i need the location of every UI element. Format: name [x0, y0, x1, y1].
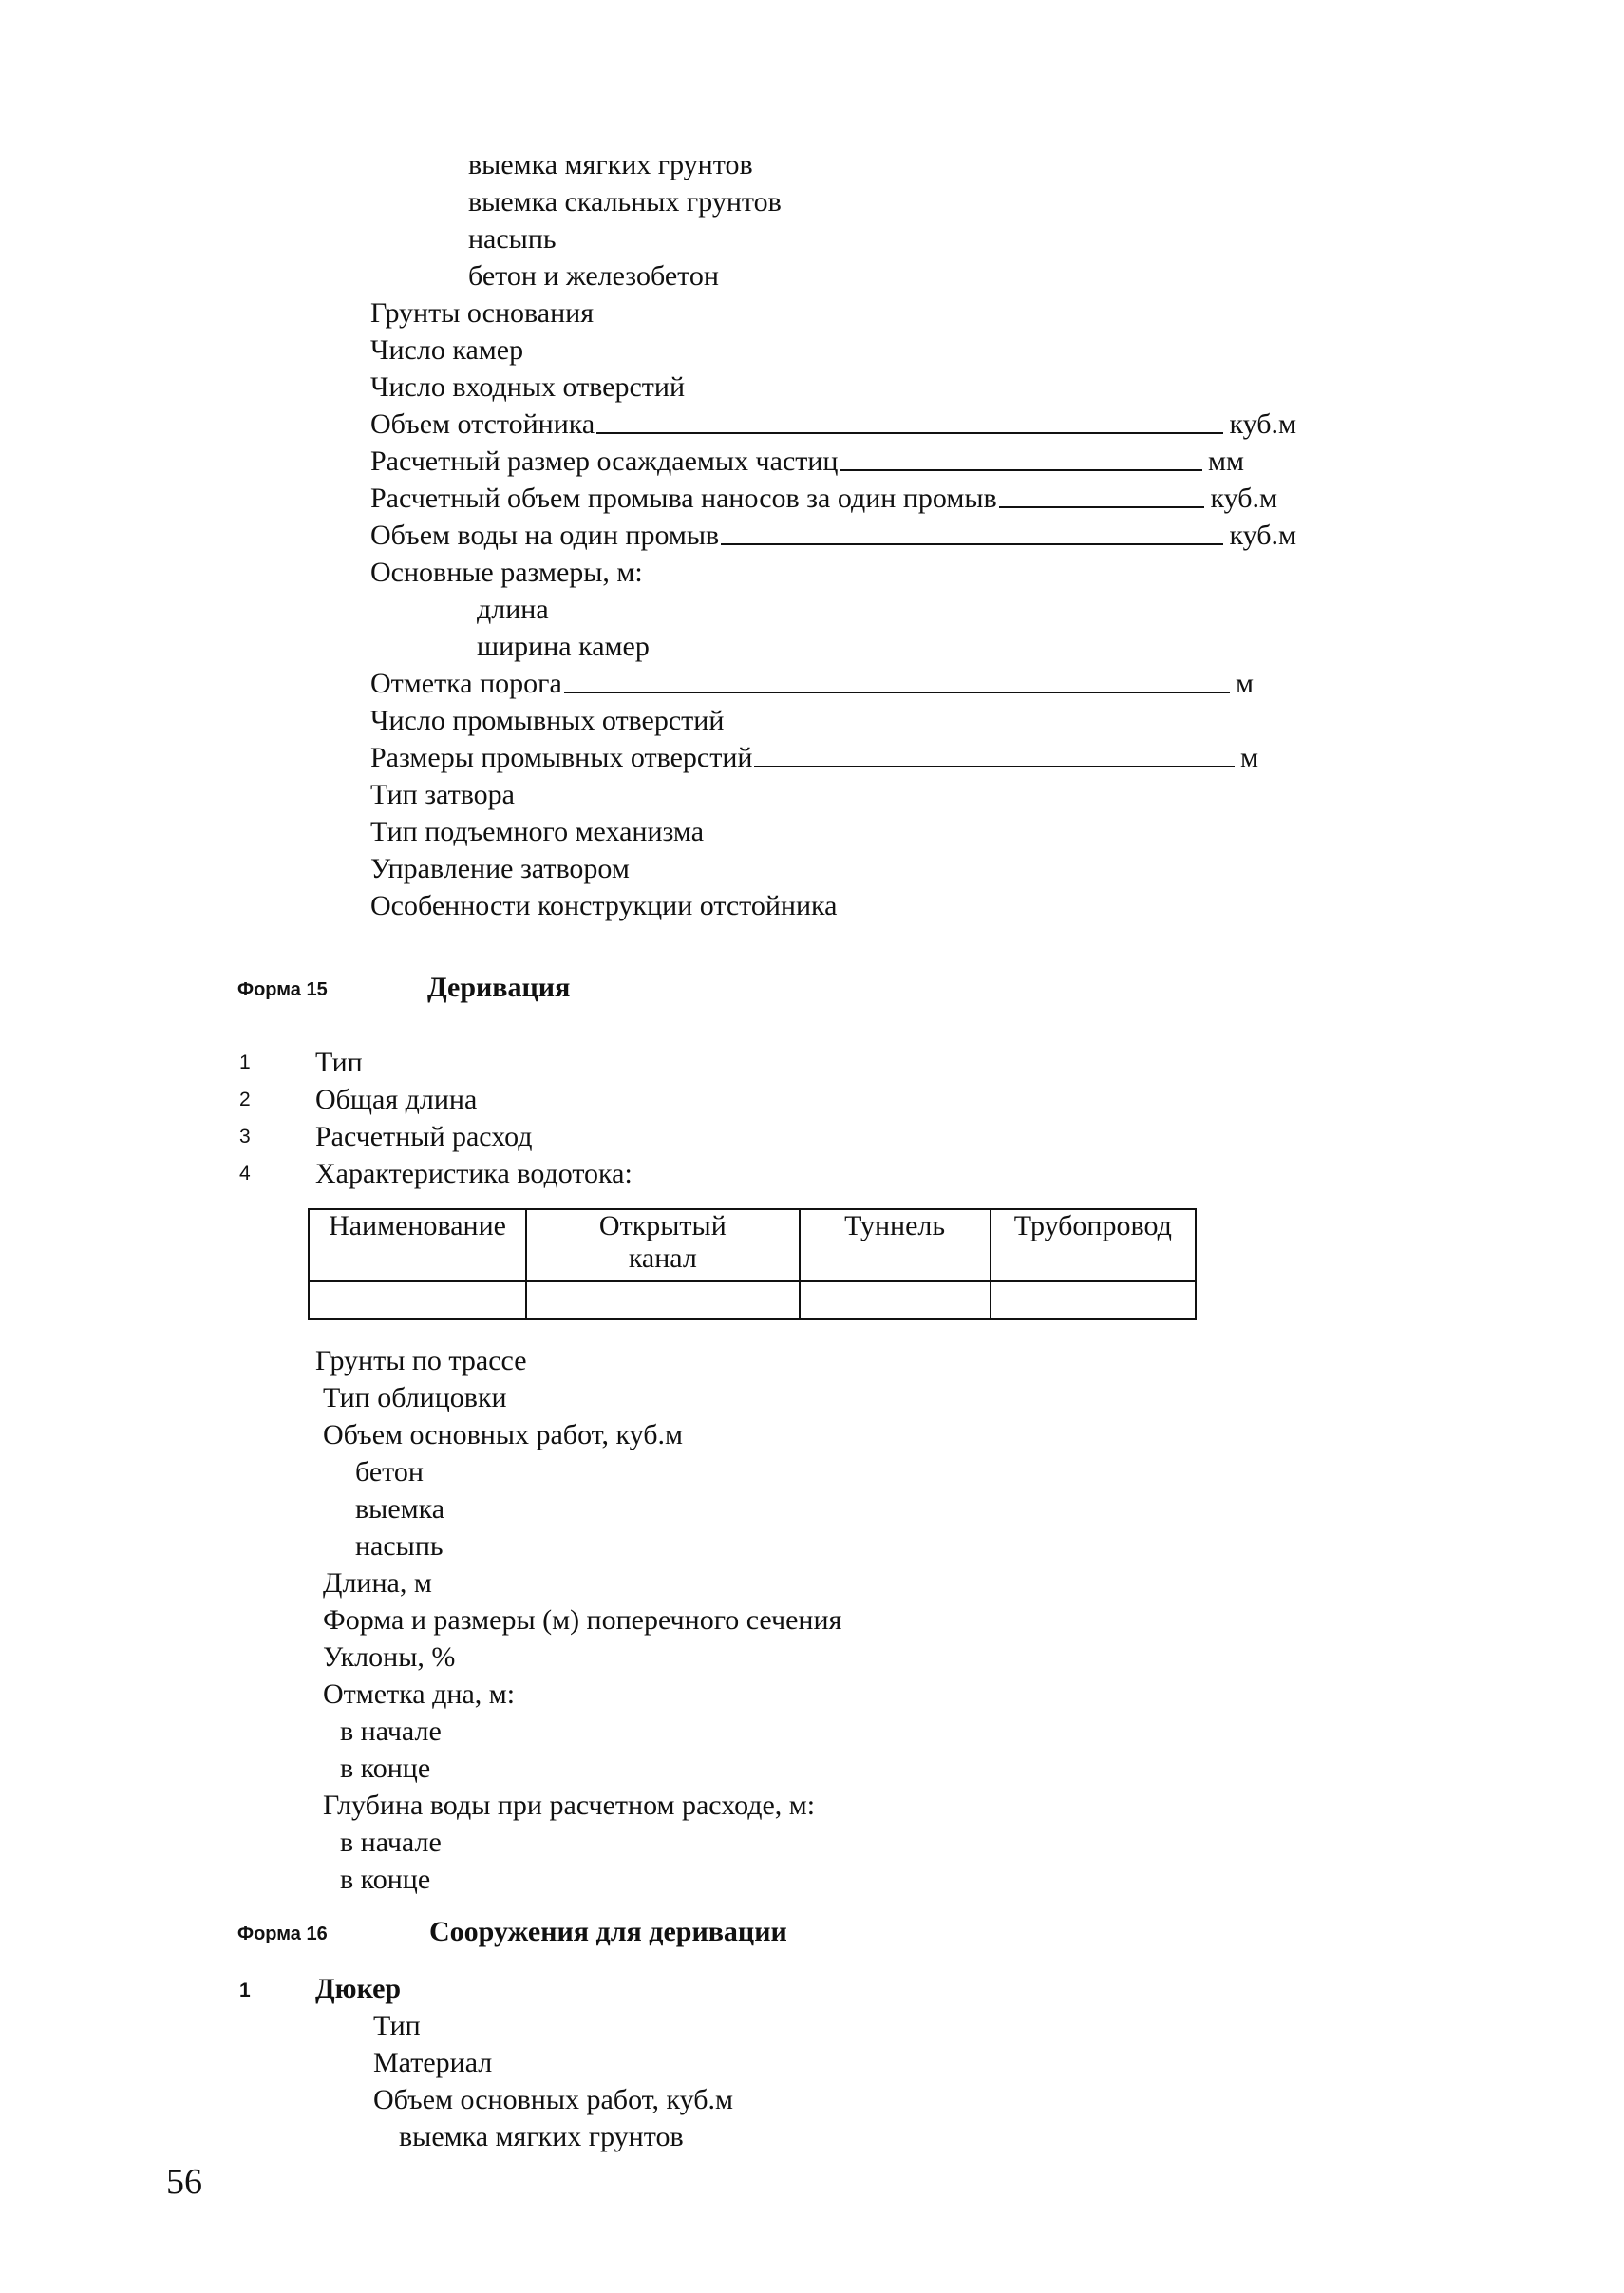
text-line: Грунты по трассе: [315, 1345, 527, 1376]
text-line: Тип затвора: [370, 779, 515, 810]
text-line: Число промывных отверстий: [370, 705, 725, 736]
field-label: Объем воды на один промыв: [370, 520, 720, 551]
text-line: насыпь: [355, 1530, 444, 1562]
item-number: 2: [239, 1089, 251, 1110]
unit: куб.м: [1210, 483, 1277, 514]
text-line: Особенности конструкции отстойника: [370, 890, 838, 921]
unit: куб.м: [1229, 408, 1296, 440]
text-line: бетон: [355, 1456, 424, 1488]
text-line: ширина камер: [477, 631, 650, 662]
text-line: Тип: [373, 2010, 421, 2041]
text-line: Глубина воды при расчетном расходе, м:: [323, 1790, 816, 1821]
blank-line: [754, 766, 1235, 767]
fill-line-flush-volume: [370, 482, 1277, 516]
table-cell: [800, 1281, 991, 1319]
unit: м: [1236, 668, 1254, 699]
fill-line-water-volume: [370, 519, 1296, 553]
text-line: Форма и размеры (м) поперечного сечения: [323, 1604, 842, 1636]
fill-line-particle-size: [370, 445, 1244, 479]
text-line: Число входных отверстий: [370, 371, 686, 403]
text-line: выемка мягких грунтов: [468, 149, 753, 180]
text-line: Отметка дна, м:: [323, 1678, 516, 1710]
subsection-title: Дюкер: [315, 1973, 402, 2004]
text-line: Объем основных работ, куб.м: [373, 2084, 734, 2115]
text-line: длина: [477, 594, 549, 625]
text-line: Объем основных работ, куб.м: [323, 1419, 684, 1450]
fill-line-flush-openings: [370, 741, 1258, 775]
text-line: Тип подъемного механизма: [370, 816, 705, 847]
text-line: Длина, м: [323, 1567, 432, 1599]
table-header-cell: Наименование: [309, 1209, 526, 1281]
field-label: Расчетный размер осаждаемых частиц: [370, 445, 839, 477]
fill-line-sill-level: [370, 667, 1254, 701]
field-label: Отметка порога: [370, 668, 562, 699]
text-line: Материал: [373, 2047, 493, 2078]
unit: куб.м: [1229, 520, 1296, 551]
blank-line: [564, 692, 1230, 693]
table-header-cell: Туннель: [800, 1209, 991, 1281]
item-number: 1: [239, 1052, 251, 1073]
blank-line: [721, 543, 1223, 545]
text-line: в конце: [340, 1753, 431, 1784]
section-title: Деривация: [427, 972, 571, 1003]
text-line: в начале: [340, 1715, 442, 1747]
table-header-cell: Трубопровод: [991, 1209, 1196, 1281]
numbered-item: Тип: [315, 1047, 363, 1078]
text-line: выемка скальных грунтов: [468, 186, 782, 218]
text-line: Управление затвором: [370, 853, 630, 884]
text-line: Уклоны, %: [323, 1641, 456, 1673]
field-label: Расчетный объем промыва наносов за один промыв: [370, 483, 997, 514]
blank-line: [999, 506, 1205, 508]
text-line: бетон и железобетон: [468, 260, 719, 292]
numbered-item: Расчетный расход: [315, 1121, 533, 1152]
form-label: Форма 16: [237, 1923, 328, 1944]
table-row: [309, 1281, 1196, 1319]
unit: мм: [1208, 445, 1244, 477]
text-line: Основные размеры, м:: [370, 557, 643, 588]
form-label: Форма 15: [237, 979, 328, 1000]
numbered-item: Характеристика водотока:: [315, 1158, 633, 1189]
text-line: Число камер: [370, 334, 524, 366]
field-label: Объем отстойника: [370, 408, 595, 440]
item-number: 4: [239, 1163, 251, 1184]
text-line: Грунты основания: [370, 297, 594, 329]
table-cell: [309, 1281, 526, 1319]
blank-line: [840, 469, 1202, 471]
blank-line: [596, 432, 1223, 434]
page-number: 56: [166, 2162, 202, 2202]
item-number: 3: [239, 1126, 251, 1147]
text-line: в конце: [340, 1864, 431, 1895]
field-label: Размеры промывных отверстий: [370, 742, 753, 773]
text-line: выемка мягких грунтов: [399, 2121, 684, 2152]
text-line: в начале: [340, 1827, 442, 1858]
numbered-item: Общая длина: [315, 1084, 478, 1115]
watercourse-table: [308, 1208, 1197, 1320]
item-number: 1: [239, 1980, 251, 2001]
table-header-cell: Открытый канал: [526, 1209, 800, 1281]
text-line: выемка: [355, 1493, 445, 1525]
unit: м: [1240, 742, 1258, 773]
text-line: Тип облицовки: [323, 1382, 507, 1413]
table-header-row: [309, 1209, 1196, 1281]
table-cell: [991, 1281, 1196, 1319]
fill-line-settler-volume: [370, 407, 1296, 442]
text-line: насыпь: [468, 223, 557, 255]
section-title: Сооружения для деривации: [429, 1916, 787, 1947]
table-cell: [526, 1281, 800, 1319]
